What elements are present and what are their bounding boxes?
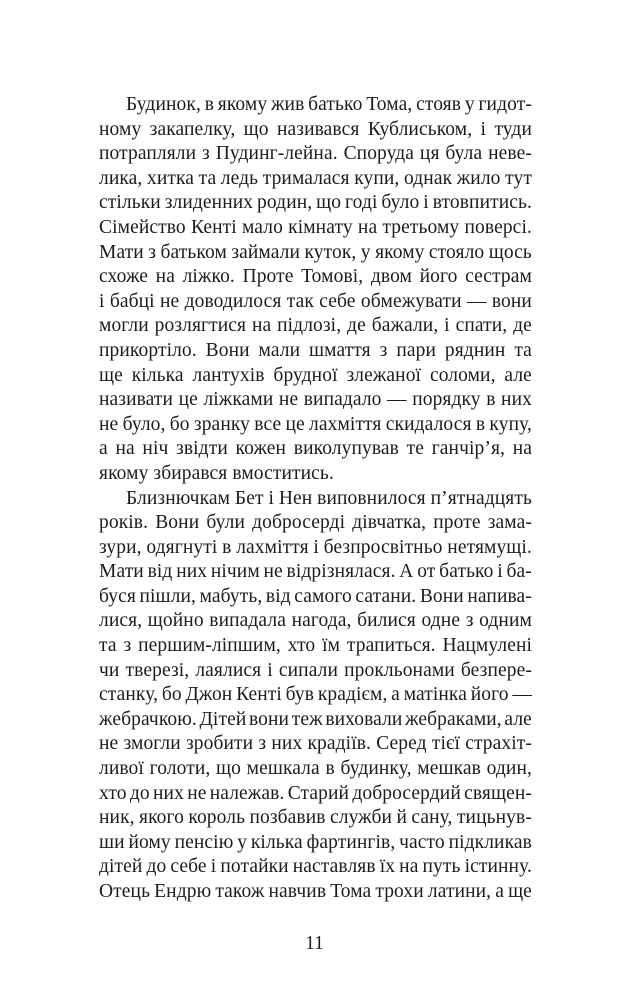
text-line: Сімейство Кенті мало кімнату на третьому поверсі. [99, 216, 532, 238]
text-block [99, 93, 532, 905]
text-line: стільки злиденних родин, що годі було і втовпитись. [99, 192, 532, 214]
text-line: та з першим-ліпшим, хто їм трапиться. Нацмулені [99, 635, 532, 657]
text-line: Близнючкам Бет і Нен виповнилося п’ятнадцять [126, 487, 532, 509]
text-line: ши йому пенсію у кілька фартингів, часто підкликав [99, 831, 532, 853]
text-line: жебрачкою. Дітей вони теж виховали жебраками, але [99, 708, 532, 730]
text-line: лика, хитка та ледь трималася купи, однак жило тут [99, 167, 532, 189]
text-line: могли розлягтися на підлозі, де бажали, і спати, де [99, 315, 532, 337]
text-line: потрапляли з Пудинг-лейна. Споруда ця була неве- [99, 143, 532, 165]
text-line: схоже на ліжко. Проте Томові, двом його сестрам [99, 266, 532, 288]
text-line: буся пішли, мабуть, від самого сатани. Вони напива- [99, 585, 532, 607]
text-line: ному закапелку, що називався Кублиськом, і туди [99, 118, 532, 140]
text-line: і бабці не доводилося так себе обмежувати — вони [99, 290, 532, 312]
text-line: років. Вони були добросерді дівчатка, проте зама- [99, 512, 532, 534]
text-line: Отець Ендрю також навчив Тома трохи латини, а ще [99, 881, 532, 902]
text-line: ливої голоти, що мешкала в будинку, мешкав один, [99, 758, 532, 780]
text-line: називати це ліжками не випадало — порядку в них [99, 389, 532, 411]
text-line: лися, щойно випадала нагода, билися одне з одним [99, 610, 532, 632]
text-line: станку, бо Джон Кенті був крадієм, а матінка його — [99, 684, 532, 706]
text-line: ник, якого король позбавив служби й сану, тицьнув- [99, 807, 532, 829]
text-line: не було, бо зранку все це лахміття скидалося в купу, [99, 413, 532, 435]
text-line: прикортіло. Вони мали шмаття з пари ряднин та [99, 339, 532, 361]
text-line: Мати з батьком займали куток, у якому стояло щось [99, 241, 532, 263]
text-line: якому збирався вмоститись. [99, 462, 334, 484]
text-line: зури, одягнуті в лахміття і безпросвітньо нетямущі. [99, 536, 532, 558]
text-line: ще кілька лантухів брудної злежаної соломи, але [99, 364, 532, 386]
text-line: дітей до себе і потайки наставляв їх на путь істинну. [99, 856, 532, 878]
text-line: чи тверезі, лаялися і сипали прокльонами безпере- [99, 659, 532, 681]
text-line: Будинок, в якому жив батько Тома, стояв у гидот- [126, 94, 532, 115]
page-number: 11 [305, 933, 324, 954]
text-line: не змогли зробити з них крадіїв. Серед тієї страхіт- [99, 733, 532, 755]
text-line: а на ніч звідти кожен виколупував те ганчір’я, на [99, 438, 532, 460]
text-line: хто до них не належав. Старий добросердий священ- [99, 782, 532, 804]
text-line: Мати від них нічим не відрізнялася. А от батько і ба- [99, 561, 532, 583]
